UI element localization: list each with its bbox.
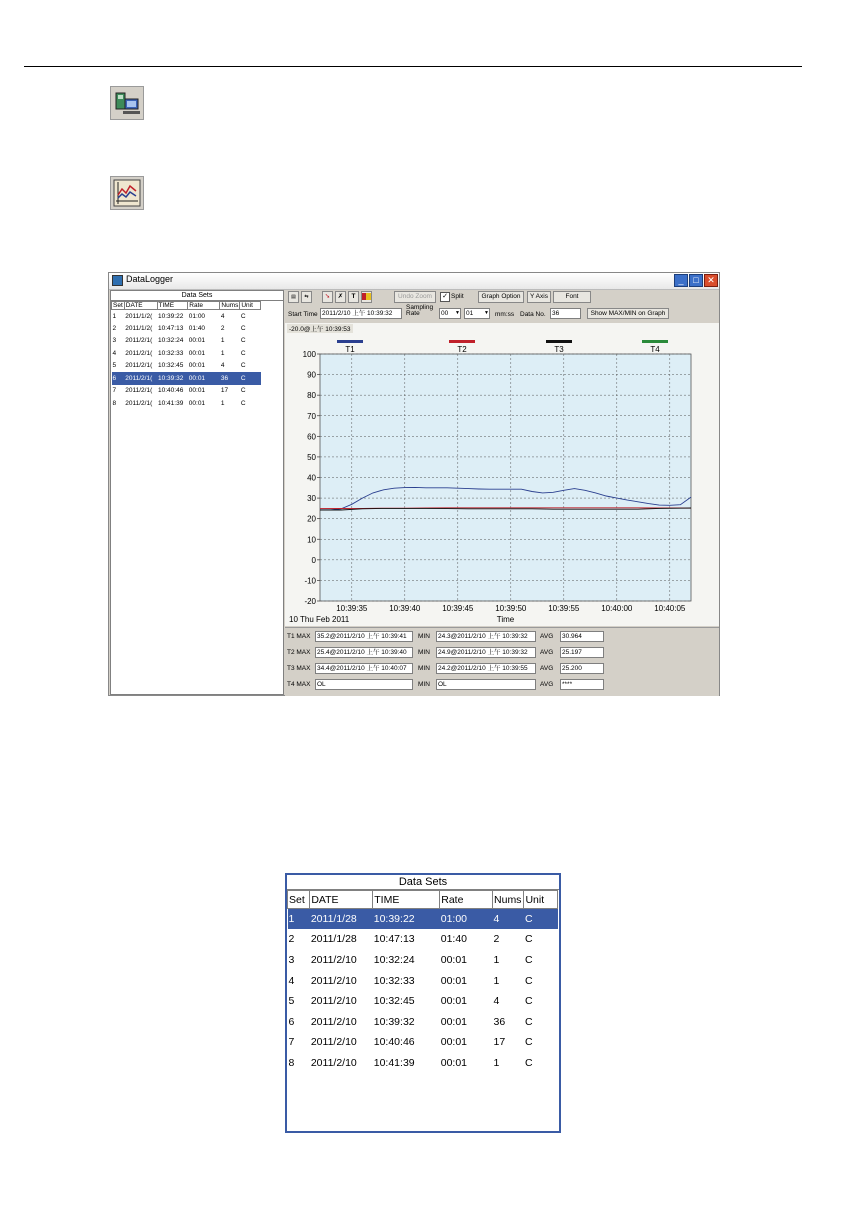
table-cell: 2011/2/1( xyxy=(125,349,153,357)
table-cell: 00:01 xyxy=(440,1056,468,1069)
table-cell: 10:41:39 xyxy=(373,1056,415,1069)
table-cell: 10:32:33 xyxy=(373,974,415,987)
table-cell: 6 xyxy=(288,1015,295,1028)
table-cell: C xyxy=(240,362,246,370)
close-button[interactable]: ✕ xyxy=(704,274,718,287)
stat-min-field[interactable]: 24.2@2011/2/10 上午 10:39:55 xyxy=(436,663,536,674)
legend-swatch xyxy=(449,340,475,343)
table-row[interactable] xyxy=(288,970,558,991)
column-header-rate[interactable]: Rate xyxy=(440,891,493,909)
legend-swatch xyxy=(337,340,363,343)
table-cell: 8 xyxy=(112,399,117,407)
stat-max-label: T3 MAX xyxy=(287,665,311,672)
legend-label[interactable]: T3 xyxy=(554,345,564,354)
table-cell: 00:01 xyxy=(188,349,206,357)
data-sets-title: Data Sets xyxy=(287,875,559,890)
graph-panel xyxy=(285,323,719,626)
table-row[interactable] xyxy=(288,1032,558,1053)
table-cell: 3 xyxy=(288,953,295,966)
table-cell: 8 xyxy=(288,1056,295,1069)
stat-avg-label: AVG xyxy=(540,649,554,656)
font-button[interactable]: Font xyxy=(553,291,591,303)
y-axis-button[interactable]: Y Axis xyxy=(527,291,551,303)
table-cell: C xyxy=(240,312,246,320)
stat-max-label: T4 MAX xyxy=(287,681,311,688)
table-cell: 4 xyxy=(288,974,295,987)
toolbar-icon-list[interactable]: ▤ xyxy=(288,291,299,303)
x-tick-label: 10:39:40 xyxy=(389,604,421,613)
column-header-set[interactable]: Set xyxy=(113,302,123,309)
y-tick-label: 50 xyxy=(307,452,316,462)
table-cell: 2 xyxy=(112,324,117,332)
table-cell: 10:32:33 xyxy=(158,349,184,357)
toolbar xyxy=(286,291,718,303)
stat-min-label: MIN xyxy=(418,633,430,640)
table-cell: C xyxy=(524,974,533,987)
table-cell: 1 xyxy=(493,953,500,966)
legend-swatch xyxy=(546,340,572,343)
chevron-down-icon: ▼ xyxy=(484,310,489,316)
table-cell: 1 xyxy=(220,337,225,345)
table-cell: 00:01 xyxy=(188,387,206,395)
column-header-set[interactable]: Set xyxy=(288,891,310,909)
table-cell: 00:01 xyxy=(188,362,206,370)
column-header-unit[interactable]: Unit xyxy=(524,891,558,909)
table-row[interactable] xyxy=(112,347,261,360)
data-sets-title: Data Sets xyxy=(111,291,283,301)
y-tick-label: 20 xyxy=(307,514,316,524)
temperature-chart[interactable] xyxy=(285,323,719,626)
cursor-tool-icon[interactable]: ➘ xyxy=(322,291,333,303)
y-tick-label: -10 xyxy=(304,576,316,586)
column-header-nums[interactable]: Nums xyxy=(493,891,524,909)
column-header-time[interactable]: TIME xyxy=(157,302,188,310)
table-cell: C xyxy=(240,324,246,332)
table-cell: 1 xyxy=(288,909,310,930)
table-cell: 2011/2/10 xyxy=(310,953,357,966)
color-tool-icon[interactable] xyxy=(361,291,372,303)
window-title: DataLogger xyxy=(126,274,174,284)
table-row[interactable] xyxy=(112,335,261,348)
table-cell: 10:39:22 xyxy=(158,312,184,320)
table-cell: 2011/2/10 xyxy=(310,995,357,1008)
table-cell: 2011/2/1( xyxy=(125,387,153,395)
stat-min-label: MIN xyxy=(418,665,430,672)
stat-max-field[interactable]: 34.4@2011/2/10 上午 10:40:07 xyxy=(315,663,413,674)
table-cell: 2011/2/10 xyxy=(310,1015,357,1028)
y-tick-label: 0 xyxy=(311,555,316,565)
table-cell: 1 xyxy=(493,974,500,987)
table-cell: 1 xyxy=(220,349,225,357)
table-row[interactable] xyxy=(288,1053,558,1074)
table-cell: 36 xyxy=(220,372,240,385)
table-cell: 7 xyxy=(288,1036,295,1049)
table-row[interactable] xyxy=(112,360,261,373)
show-maxmin-button[interactable]: Show MAX/MIN on Graph xyxy=(587,308,669,319)
data-sets-panel xyxy=(110,290,284,695)
table-cell: 2 xyxy=(220,324,225,332)
table-cell: 2 xyxy=(493,933,500,946)
table-cell: 10:32:24 xyxy=(373,953,415,966)
table-cell: C xyxy=(524,933,533,946)
table-cell: 10:32:45 xyxy=(373,995,415,1008)
legend-label[interactable]: T4 xyxy=(650,345,660,354)
table-cell: 10:40:46 xyxy=(373,1036,415,1049)
table-cell: 4 xyxy=(220,362,225,370)
minimize-button[interactable]: _ xyxy=(674,274,688,287)
x-tick-label: 10:39:35 xyxy=(336,604,368,613)
data-no-label: Data No. xyxy=(520,311,546,318)
app-icon xyxy=(112,275,123,286)
graph-option-button[interactable]: Graph Option xyxy=(478,291,524,303)
table-cell: 2 xyxy=(288,933,295,946)
table-cell: 4 xyxy=(493,909,524,930)
table-cell: C xyxy=(240,349,246,357)
column-header-date[interactable]: DATE xyxy=(310,891,373,909)
chevron-down-icon: ▼ xyxy=(455,310,460,316)
stat-min-field[interactable]: 24.9@2011/2/10 上午 10:39:32 xyxy=(436,647,536,658)
datalogger-window xyxy=(108,272,720,696)
table-cell: 10:39:32 xyxy=(373,1015,415,1028)
column-header-time[interactable]: TIME xyxy=(373,891,440,909)
toolbar-icon-sync[interactable]: ⇆ xyxy=(301,291,312,303)
table-cell: 2011/1/28 xyxy=(310,933,357,946)
table-cell: 4 xyxy=(220,312,225,320)
table-cell: 00:01 xyxy=(188,399,206,407)
cursor-readout: -20.0@上午 10:39:53 xyxy=(289,326,351,333)
table-row[interactable] xyxy=(112,322,261,335)
table-cell: C xyxy=(240,387,246,395)
table-cell: 1 xyxy=(220,399,225,407)
column-header-rate[interactable]: Rate xyxy=(188,302,220,310)
table-row[interactable] xyxy=(288,1011,558,1032)
table-cell: 17 xyxy=(220,387,229,395)
column-header-nums[interactable]: Nums xyxy=(221,302,239,309)
table-row[interactable] xyxy=(112,372,261,385)
table-row[interactable] xyxy=(288,950,558,971)
y-tick-label: 70 xyxy=(307,411,316,421)
title-bar xyxy=(109,273,719,290)
y-tick-label: 30 xyxy=(307,494,316,504)
x-tick-label: 10:40:05 xyxy=(654,604,686,613)
table-cell: 2011/1/2( xyxy=(125,324,153,332)
stat-max-field[interactable]: OL xyxy=(315,679,413,690)
table-cell: 10:41:39 xyxy=(158,399,184,407)
table-cell: C xyxy=(240,399,246,407)
y-tick-label: 80 xyxy=(307,391,316,401)
stat-max-field[interactable]: 35.2@2011/2/10 上午 10:39:41 xyxy=(315,631,413,642)
stat-max-field[interactable]: 25.4@2011/2/10 上午 10:39:40 xyxy=(315,647,413,658)
y-tick-label: 10 xyxy=(307,535,316,545)
table-row[interactable] xyxy=(288,991,558,1012)
data-no-field[interactable]: 36 xyxy=(550,308,581,319)
table-cell: 2011/2/1( xyxy=(125,399,153,407)
rate-unit-label: mm:ss xyxy=(495,311,515,318)
y-tick-label: 90 xyxy=(307,370,316,380)
table-cell: 6 xyxy=(112,372,125,385)
header-rule xyxy=(24,66,802,67)
table-cell: C xyxy=(524,909,558,930)
table-cell: 2011/2/1( xyxy=(125,337,153,345)
data-sets-panel-enlarged xyxy=(285,873,561,1133)
x-tick-label: 10:39:55 xyxy=(548,604,580,613)
table-cell: C xyxy=(524,1036,533,1049)
column-header-unit[interactable]: Unit xyxy=(240,302,261,310)
split-label: Split xyxy=(451,293,464,300)
table-cell: 01:00 xyxy=(188,312,206,320)
stat-min-field[interactable]: 24.3@2011/2/10 上午 10:39:32 xyxy=(436,631,536,642)
sampling-rate-label: Sampling Rate xyxy=(406,304,434,317)
table-cell: 10:40:46 xyxy=(158,387,184,395)
table-cell: 00:01 xyxy=(188,372,220,385)
rate-seconds-value: 01 xyxy=(466,310,474,317)
table-cell: 10:47:13 xyxy=(373,933,415,946)
table-cell: 00:01 xyxy=(440,995,468,1008)
table-row[interactable] xyxy=(112,385,261,398)
stat-avg-label: AVG xyxy=(540,665,554,672)
table-cell: 36 xyxy=(493,1015,506,1028)
table-row[interactable] xyxy=(288,929,558,950)
data-sets-table xyxy=(111,301,261,410)
table-cell: 1 xyxy=(112,312,117,320)
table-cell: 00:01 xyxy=(440,1036,468,1049)
table-cell: 4 xyxy=(493,995,500,1008)
stat-avg-field[interactable]: 30.964 xyxy=(560,631,604,642)
marker-tool-icon[interactable]: ✗ xyxy=(335,291,346,303)
table-cell: 00:01 xyxy=(188,337,206,345)
y-tick-label: 60 xyxy=(307,432,316,442)
date-label: 10 Thu Feb 2011 xyxy=(289,615,350,624)
maximize-button[interactable]: □ xyxy=(689,274,703,287)
table-cell: 5 xyxy=(112,362,117,370)
x-tick-label: 10:40:00 xyxy=(601,604,633,613)
y-tick-label: 40 xyxy=(307,473,316,483)
table-cell: 10:39:32 xyxy=(157,372,188,385)
table-cell: 1 xyxy=(493,1056,500,1069)
table-cell: C xyxy=(524,953,533,966)
table-cell: 10:47:13 xyxy=(158,324,184,332)
table-cell: 00:01 xyxy=(440,1015,468,1028)
rate-minutes-select[interactable] xyxy=(439,308,461,319)
table-cell: 01:00 xyxy=(440,909,493,930)
stat-min-label: MIN xyxy=(418,681,430,688)
table-cell: 01:40 xyxy=(188,324,206,332)
rate-minutes-value: 00 xyxy=(441,310,449,317)
table-cell: C xyxy=(524,1015,533,1028)
table-row[interactable] xyxy=(288,909,558,930)
legend-label[interactable]: T2 xyxy=(457,345,467,354)
stat-max-label: T1 MAX xyxy=(287,633,311,640)
stat-min-field[interactable]: OL xyxy=(436,679,536,690)
text-tool-button[interactable]: T xyxy=(348,291,359,303)
table-cell: C xyxy=(240,372,261,385)
stat-avg-field[interactable]: **** xyxy=(560,679,604,690)
y-tick-label: -20 xyxy=(304,597,316,606)
table-cell: 10:32:45 xyxy=(158,362,184,370)
table-cell: 2011/2/10 xyxy=(310,974,357,987)
stat-max-label: T2 MAX xyxy=(287,649,311,656)
table-cell: 2011/2/10 xyxy=(310,1036,357,1049)
table-cell: 5 xyxy=(288,995,295,1008)
table-cell: 2011/2/1( xyxy=(125,362,153,370)
statistics-panel xyxy=(285,627,719,696)
x-axis-label: Time xyxy=(496,615,515,624)
x-tick-label: 10:39:50 xyxy=(495,604,527,613)
table-cell: 17 xyxy=(493,1036,506,1049)
stat-avg-field[interactable]: 25.200 xyxy=(560,663,604,674)
start-time-field[interactable]: 2011/2/10 上午 10:39:32 xyxy=(320,308,402,319)
table-cell: 7 xyxy=(112,387,117,395)
stat-min-label: MIN xyxy=(418,649,430,656)
table-cell: 2011/2/10 xyxy=(310,1056,357,1069)
start-time-label: Start Time xyxy=(288,311,318,318)
table-cell: 00:01 xyxy=(440,974,468,987)
table-cell: 3 xyxy=(112,337,117,345)
undo-zoom-button[interactable]: Undo Zoom xyxy=(394,291,436,303)
legend-label[interactable]: T1 xyxy=(345,345,355,354)
table-cell: 2011/1/2( xyxy=(125,312,153,320)
table-cell: 01:40 xyxy=(440,933,468,946)
table-cell: 10:39:22 xyxy=(373,909,440,930)
legend-swatch xyxy=(642,340,668,343)
column-header-date[interactable]: DATE xyxy=(124,302,157,310)
table-cell: 2011/2/1( xyxy=(124,372,157,385)
stat-avg-label: AVG xyxy=(540,681,554,688)
data-logger-connect-icon[interactable] xyxy=(110,86,144,120)
stat-avg-field[interactable]: 25.197 xyxy=(560,647,604,658)
table-cell: C xyxy=(240,337,246,345)
table-cell: 2011/1/28 xyxy=(310,909,373,930)
rate-seconds-select[interactable] xyxy=(464,308,490,319)
table-cell: 10:32:24 xyxy=(158,337,184,345)
x-tick-label: 10:39:45 xyxy=(442,604,474,613)
table-cell: C xyxy=(524,995,533,1008)
table-cell: 4 xyxy=(112,349,117,357)
stat-avg-label: AVG xyxy=(540,633,554,640)
table-cell: 00:01 xyxy=(440,953,468,966)
table-row[interactable] xyxy=(112,397,261,410)
table-row[interactable] xyxy=(112,310,261,323)
table-cell: C xyxy=(524,1056,533,1069)
data-sets-table xyxy=(287,890,558,1073)
graph-icon[interactable] xyxy=(110,176,144,210)
split-checkbox[interactable]: ✓ xyxy=(440,292,450,302)
y-tick-label: 100 xyxy=(302,350,316,359)
